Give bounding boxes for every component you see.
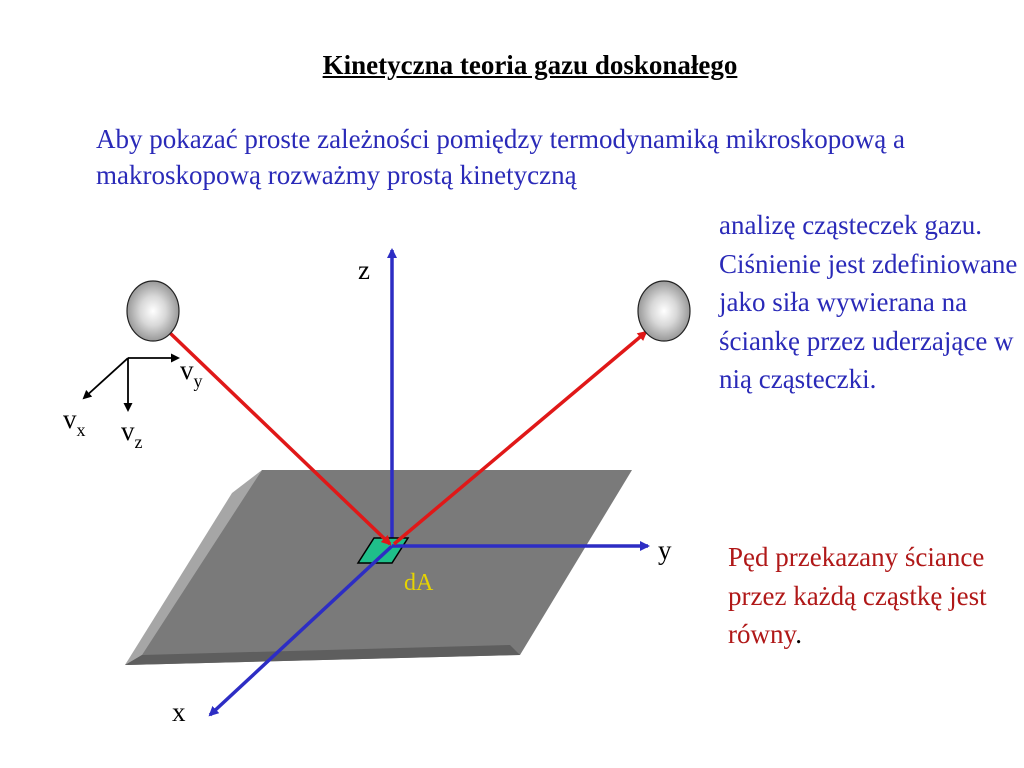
vz-label-sub: z bbox=[134, 432, 143, 452]
vx-arrow bbox=[84, 358, 128, 398]
pressure-definition-text: analizę cząsteczek gazu. Ciśnienie jest zdefiniowane jako siła wywierana na ściankę przez uderzające w nią cząsteczki. bbox=[719, 210, 1018, 394]
area-label: dA bbox=[404, 570, 434, 596]
vy-label-sub: y bbox=[193, 371, 203, 391]
momentum-text-body: Pęd przekazany ściance przez każdą cząstkę jest równy bbox=[728, 542, 987, 649]
vz-label bbox=[121, 416, 143, 452]
velocity-components bbox=[84, 358, 178, 410]
z-axis-label: z bbox=[358, 255, 370, 285]
particle-incoming bbox=[127, 281, 179, 341]
vx-label bbox=[63, 404, 86, 440]
particle-outgoing bbox=[638, 281, 690, 341]
x-axis-label: x bbox=[172, 697, 186, 727]
vx-label-base: v bbox=[63, 404, 77, 434]
vz-label-base: v bbox=[121, 416, 135, 446]
y-axis-label: y bbox=[658, 535, 672, 565]
vx-label-sub: x bbox=[76, 420, 86, 440]
slide-title: Kinetyczna teoria gazu doskonałego bbox=[322, 50, 738, 80]
intro-text: Aby pokazać proste zależności pomiędzy termodynamiką mikroskopową a makroskopową rozważmy prostą kinetyczną bbox=[96, 124, 905, 190]
wall-plane bbox=[125, 470, 632, 665]
vy-label-base: v bbox=[180, 355, 194, 385]
momentum-text-period: . bbox=[795, 619, 802, 649]
